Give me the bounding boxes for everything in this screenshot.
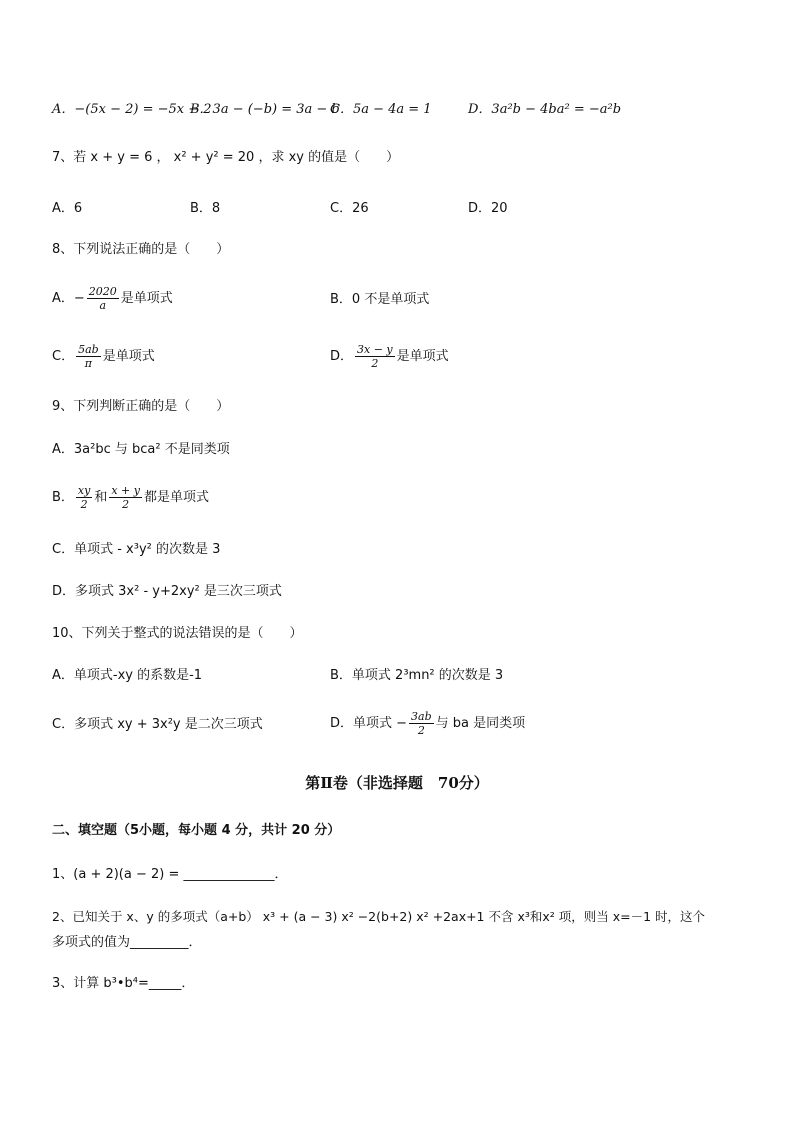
q10-option-c: C．多项式 xy + 3x²y 是二次三项式 (52, 717, 263, 732)
q8-a-numerator: 2020 (88, 285, 117, 298)
q7-option-c: C．26 (330, 201, 369, 216)
q8-c-tail: 是单项式 (102, 349, 155, 364)
q10-d-tail: 与 ba 是同类项 (435, 716, 526, 731)
fill-question-1: 1、(a + 2)(a − 2) = ______________． (52, 867, 288, 882)
q8-a-label: A．− (52, 291, 85, 306)
q8-option-d (330, 343, 449, 370)
q9-b-fraction-2 (109, 484, 142, 511)
part2-title: 二、填空题（5小题，每小题 4 分，共计 20 分） (52, 823, 341, 838)
q7-option-d: D．20 (468, 201, 508, 216)
q8-d-tail: 是单项式 (396, 349, 449, 364)
fill-question-2-line-1: 2、已知关于 x、y 的多项式（a+b） x³ + (a − 3) x² −2(b+2) x² +2ax+1 不含 x³和x² 项，则当 x=－1 时，这个 (52, 909, 706, 924)
q10-option-d (330, 710, 525, 737)
q9-option-d: D．多项式 3x² - y+2xy² 是三次三项式 (52, 584, 282, 599)
q7-option-a: A．6 (52, 201, 83, 216)
q8-d-numerator: 3x − y (357, 343, 393, 356)
q8-d-label: D． (330, 349, 354, 364)
q9-option-c: C．单项式 - x³y² 的次数是 3 (52, 542, 221, 557)
q8-option-a (52, 285, 173, 312)
q6-option-d: D．3a²b − 4ba² = −a²b (468, 102, 622, 117)
q8-c-fraction (76, 343, 101, 370)
q9-b-label: B． (52, 490, 74, 505)
q9-b-tail: 都是单项式 (144, 490, 210, 505)
section-title: 第Ⅱ卷（非选择题 70分） (305, 774, 489, 792)
q9-b-numerator-1: xy (77, 484, 91, 497)
q8-c-denominator: π (84, 357, 92, 370)
q8-stem: 8、下列说法正确的是（ ） (52, 242, 230, 257)
q9-b-numerator-2: x + y (111, 484, 140, 497)
q9-stem: 9、下列判断正确的是（ ） (52, 399, 230, 414)
q10-option-b: B．单项式 2³mn² 的次数是 3 (330, 668, 504, 683)
q9-b-mid: 和 (94, 490, 108, 505)
q8-d-fraction (355, 343, 395, 370)
q9-b-denominator-2: 2 (122, 498, 130, 511)
q8-a-tail: 是单项式 (120, 291, 173, 306)
q7-option-b: B．8 (190, 201, 221, 216)
q6-option-b: B．3a − (−b) = 3a − b (190, 102, 340, 117)
q6-option-a: A．−(5x − 2) = −5x − 2 (52, 102, 212, 117)
q8-option-b: B．0 不是单项式 (330, 292, 430, 307)
q9-option-b (52, 484, 209, 511)
q6-option-c: C．5a − 4a = 1 (330, 102, 432, 117)
q10-d-label: D．单项式 − (330, 716, 408, 731)
q10-option-a: A．单项式-xy 的系数是-1 (52, 668, 203, 683)
q9-b-fraction-1 (76, 484, 92, 511)
q8-c-numerator: 5ab (78, 343, 99, 356)
q10-d-fraction (409, 710, 434, 737)
q8-a-denominator: a (99, 299, 107, 312)
q8-c-label: C． (52, 349, 75, 364)
q10-d-numerator: 3ab (411, 710, 432, 723)
q9-option-a: A．3a²bc 与 bca² 不是同类项 (52, 442, 230, 457)
fill-question-3: 3、计算 b³•b⁴=_____． (52, 976, 195, 991)
q10-stem: 10、下列关于整式的说法错误的是（ ） (52, 626, 303, 641)
q9-b-denominator-1: 2 (80, 498, 88, 511)
q7-stem: 7、若 x + y = 6 ， x² + y² = 20 ，求 xy 的值是（ ） (52, 150, 400, 165)
q8-a-fraction (87, 285, 119, 312)
fill-question-2-line-2: 多项式的值为_________． (52, 935, 202, 950)
q8-d-denominator: 2 (371, 357, 379, 370)
q10-d-denominator: 2 (417, 724, 425, 737)
q8-option-c (52, 343, 155, 370)
